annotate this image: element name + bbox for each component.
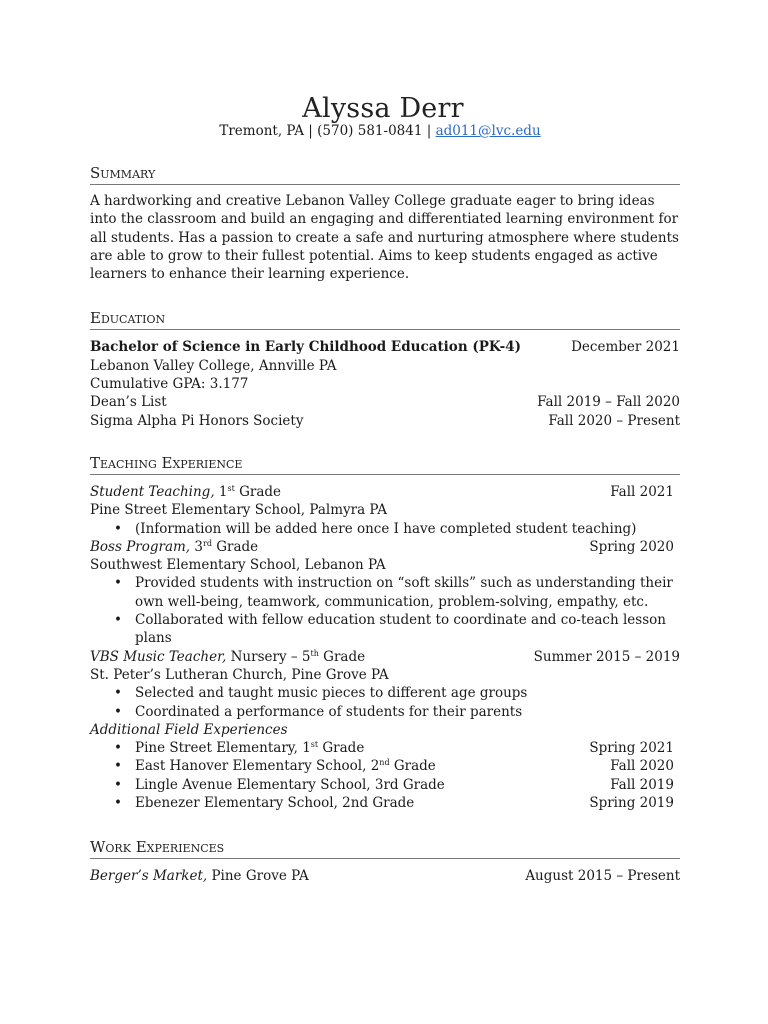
work-title: [90, 867, 309, 885]
field-school-name: Ebenezer Elementary School, 2nd Grade: [135, 795, 415, 812]
role-name: VBS Music Teacher,: [90, 648, 227, 665]
field-date: Spring 2019: [589, 795, 674, 812]
role-name: Boss Program,: [90, 538, 191, 555]
gpa-row: [90, 375, 680, 393]
grade-suffix: st: [310, 740, 319, 750]
grade-suffix: th: [310, 648, 319, 658]
field-item: [90, 757, 680, 775]
grade-range: Nursery – 5: [226, 648, 311, 665]
field-date: Fall 2019: [610, 776, 674, 793]
honor-row: [90, 393, 680, 411]
work-heading: Work Experiences: [90, 838, 680, 859]
grade-label: Grade: [234, 483, 282, 500]
teaching-heading: Teaching Experience: [90, 454, 680, 475]
contact-details: Tremont, PA | (570) 581-0841 |: [219, 123, 436, 139]
grade-suffix: st: [227, 483, 235, 493]
place-name: St. Peter’s Lutheran Church, Pine Grove PA: [90, 666, 389, 683]
gpa: Cumulative GPA: 3.177: [90, 376, 249, 393]
grade-number: 3: [190, 538, 203, 555]
honor-name: Dean’s List: [90, 394, 167, 411]
job-title: [90, 538, 258, 556]
work-date: August 2015 – Present: [525, 868, 680, 885]
grade-label: Grade: [318, 740, 365, 757]
field-date: Spring 2021: [589, 740, 674, 757]
bullet-item: • Provided students with instruction on “soft skills” such as understanding their own well-being, teamwork, communication, problem-solving, empathy, etc.: [90, 574, 680, 611]
degree-date: December 2021: [571, 339, 680, 356]
job-place: [90, 556, 680, 574]
grade-label: Grade: [389, 758, 436, 775]
field-school: [135, 757, 436, 775]
school-row: [90, 357, 680, 375]
job-title: [90, 648, 365, 666]
grade-number: 1: [214, 483, 228, 500]
resume-page: [90, 94, 680, 886]
bullet-item: • Collaborated with fellow education student to coordinate and co-teach lesson plans: [90, 611, 680, 648]
degree-title: Bachelor of Science in Early Childhood Education (PK-4): [90, 339, 522, 356]
bullet-item: • (Information will be added here once I have completed student teaching): [90, 520, 680, 538]
field-school-name: East Hanover Elementary School, 2: [135, 758, 380, 775]
grade-label: Grade: [211, 538, 259, 555]
field-item: [90, 739, 680, 757]
field-experience-list: [90, 739, 680, 812]
place-name: Pine Street Elementary School, Palmyra PA: [90, 502, 388, 519]
job-date: Fall 2021: [610, 483, 674, 500]
field-item: [90, 794, 680, 812]
bullet-item: • Selected and taught music pieces to different age groups: [90, 684, 680, 702]
job-row: [90, 648, 680, 666]
work-row: [90, 867, 680, 885]
grade-suffix: nd: [379, 758, 390, 768]
candidate-name: Alyssa Derr: [302, 93, 464, 124]
bullet-list: [90, 684, 680, 721]
field-school-name: Lingle Avenue Elementary School, 3rd Grade: [135, 776, 445, 793]
field-school: [135, 739, 364, 757]
honor-date: Fall 2020 – Present: [548, 412, 680, 429]
grade-suffix: rd: [203, 538, 212, 548]
school-name: Lebanon Valley College, Annville PA: [90, 357, 337, 374]
bullet-list: [90, 574, 680, 647]
honor-name: Sigma Alpha Pi Honors Society: [90, 412, 304, 429]
contact-line: [80, 123, 680, 140]
grade-label: Grade: [318, 648, 366, 665]
field-title: Additional Field Experiences: [90, 721, 288, 738]
bullet-list: [90, 520, 680, 538]
degree-row: [90, 338, 680, 356]
teaching-block: [90, 483, 680, 812]
education-heading: Education: [90, 309, 680, 330]
honor-date: Fall 2019 – Fall 2020: [537, 394, 680, 411]
job-place: [90, 666, 680, 684]
honor-row: [90, 412, 680, 430]
role-name: Student Teaching,: [90, 483, 215, 500]
education-block: [90, 338, 680, 429]
job-date: Summer 2015 – 2019: [533, 648, 680, 665]
job-row: [90, 483, 680, 501]
job-date: Spring 2020: [589, 538, 674, 555]
field-experience-title: [90, 721, 680, 739]
job-place: [90, 501, 680, 519]
field-school: [135, 794, 414, 812]
field-date: Fall 2020: [610, 758, 674, 775]
employer-name: Berger’s Market,: [90, 868, 208, 885]
place-name: Southwest Elementary School, Lebanon PA: [90, 557, 386, 574]
summary-heading: Summary: [90, 164, 680, 185]
job-row: [90, 538, 680, 556]
email-link[interactable]: ad011@lvc.edu: [435, 123, 541, 139]
field-school-name: Pine Street Elementary, 1: [135, 740, 311, 757]
field-school: [135, 776, 445, 794]
summary-text: A hardworking and creative Lebanon Valley College graduate eager to bring ideas into the classroom and build an engaging and differentiated learning environment for all students. Has a passion to create a safe and nurturing atmosphere where students are able to grow to their fullest potential. Aims to keep students engaged as active learners to enhance their learning experience.: [90, 193, 679, 283]
field-item: [90, 776, 680, 794]
job-title: [90, 483, 281, 501]
bullet-item: • Coordinated a performance of students for their parents: [90, 703, 680, 721]
work-location: Pine Grove PA: [207, 868, 309, 885]
